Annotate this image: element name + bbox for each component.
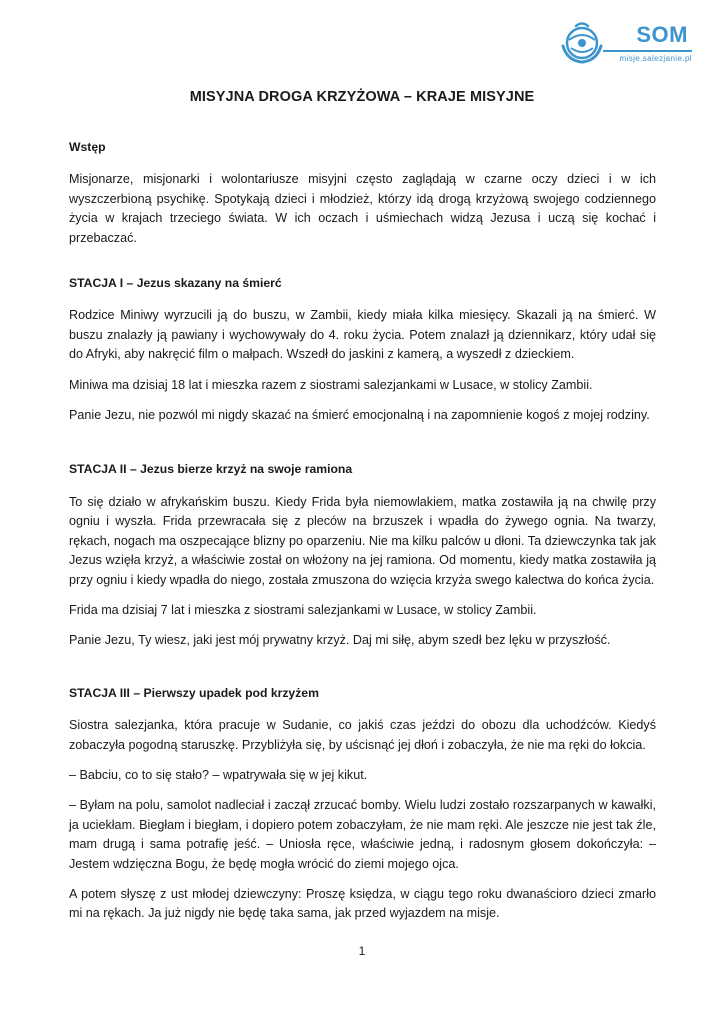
station-2-paragraph-2: Frida ma dzisiaj 7 lat i mieszka z siostrami salezjankami w Lusace, w stolicy Zambii. — [69, 602, 537, 617]
station-3-paragraph-3: – Byłam na polu, samolot nadleciał i zaczął zrzucać bomby. Wielu ludzi zostało rozszarpanych w kawałki, ja uciekłam. Biegłam i biegłam, i dopiero potem zobaczyłam, że nie mam ręki. Ale jeszcze nie jest tak źle, mam drugą i sama potrafię jeść. – Uniosła ręce, właściwie jedną, i radosnym głosem dokończyła: – Jestem wdzięczna Bogu, że będę mogła wrócić do ziemi mojego ojca. — [69, 798, 656, 871]
station-3-heading: STACJA III – Pierwszy upadek pod krzyżem — [69, 685, 319, 700]
station-2-paragraph-3: Panie Jezu, Ty wiesz, jaki jest mój prywatny krzyż. Daj mi siłę, abym szedł bez lęku w przyszłość. — [69, 633, 611, 648]
station-1-paragraph-1: Rodzice Miniwy wyrzucili ją do buszu, w Zambii, kiedy miała kilka miesięcy. Skazali ją na śmierć. W buszu znalazły ją pawiany i wychowywały do 4. roku życia. Potem znalazł ją dziennikarz, który udał się do Afryki, aby nakręcić film o małpach. Wszedł do jaskini z kamerą, a wyszedł z dzieckiem. — [69, 308, 656, 362]
page-title: MISYJNA DROGA KRZYŻOWA – KRAJE MISYJNE — [189, 89, 535, 105]
intro-heading: Wstęp — [69, 140, 106, 154]
page-number: 1 — [358, 944, 366, 958]
station-3-paragraph-4: A potem słyszę z ust młodej dziewczyny: Proszę księdza, w ciągu tego roku dwanaścioro dzieci zmarło mi na rękach. Ja już nigdy nie będę taka sama, jak przed wyjazdem na misje. — [69, 886, 656, 921]
logo — [559, 20, 694, 68]
document-body — [69, 138, 656, 924]
logo-brand: SOM — [636, 22, 688, 47]
station-1-heading: STACJA I – Jezus skazany na śmierć — [69, 276, 282, 291]
logo-divider — [603, 50, 692, 52]
station-3-paragraph-1: Siostra salezjanka, która pracuje w Sudanie, co jakiś czas jeździ do obozu dla uchodźców. Kiedyś zobaczyła pogodną staruszkę. Przybliżyła się, by uścisnąć jej dłoń i zobaczyła, że nie ma ręki do łokcia. — [69, 718, 656, 752]
station-2-heading: STACJA II – Jezus bierze krzyż na swoje ramiona — [69, 462, 353, 477]
station-3-paragraph-2: – Babciu, co to się stało? – wpatrywała się w jej kikut. — [69, 767, 368, 782]
globe-hands-icon — [559, 20, 605, 66]
station-1-paragraph-3: Panie Jezu, nie pozwól mi nigdy skazać na śmierć emocjonalną i na zapomnienie kogoś z mojej rodziny. — [69, 408, 650, 423]
intro-paragraph: Misjonarze, misjonarki i wolontariusze misyjni często zaglądają w czarne oczy dzieci i w ich wyszczerbioną psychikę. Spotykają dzieci i młodzież, którzy idą drogą krzyżową swojego codziennego życia w krajach trzeciego świata. W ich oczach i uśmiechach widzą Jezusa i uczą się kochać i przebaczać. — [69, 172, 656, 245]
station-1-paragraph-2: Miniwa ma dzisiaj 18 lat i mieszka razem z siostrami salezjankami w Lusace, w stolicy Zambii. — [69, 377, 593, 392]
station-2-paragraph-1: To się działo w afrykańskim buszu. Kiedy Frida była niemowlakiem, matka zostawiła ją na chwilę przy ogniu i wyszła. Frida przewracała się z pleców na brzuszek i wpadła do żywego ognia. Na twarzy, rękach, nogach ma oszpecające blizny po oparzeniu. Nie ma kilku palców u dłoni. Ta dziewczynka tak jak Jezus wzięła krzyż, a właściwie został on włożony na jej ramiona. Od momentu, kiedy matka zostawiła ją przy ogniu i kiedy wpadła do niego, została zmuszona do wzięcia krzyża swego kalectwa do końca życia. — [69, 494, 656, 587]
logo-url[interactable]: misje.salezjanie.pl — [619, 54, 692, 63]
